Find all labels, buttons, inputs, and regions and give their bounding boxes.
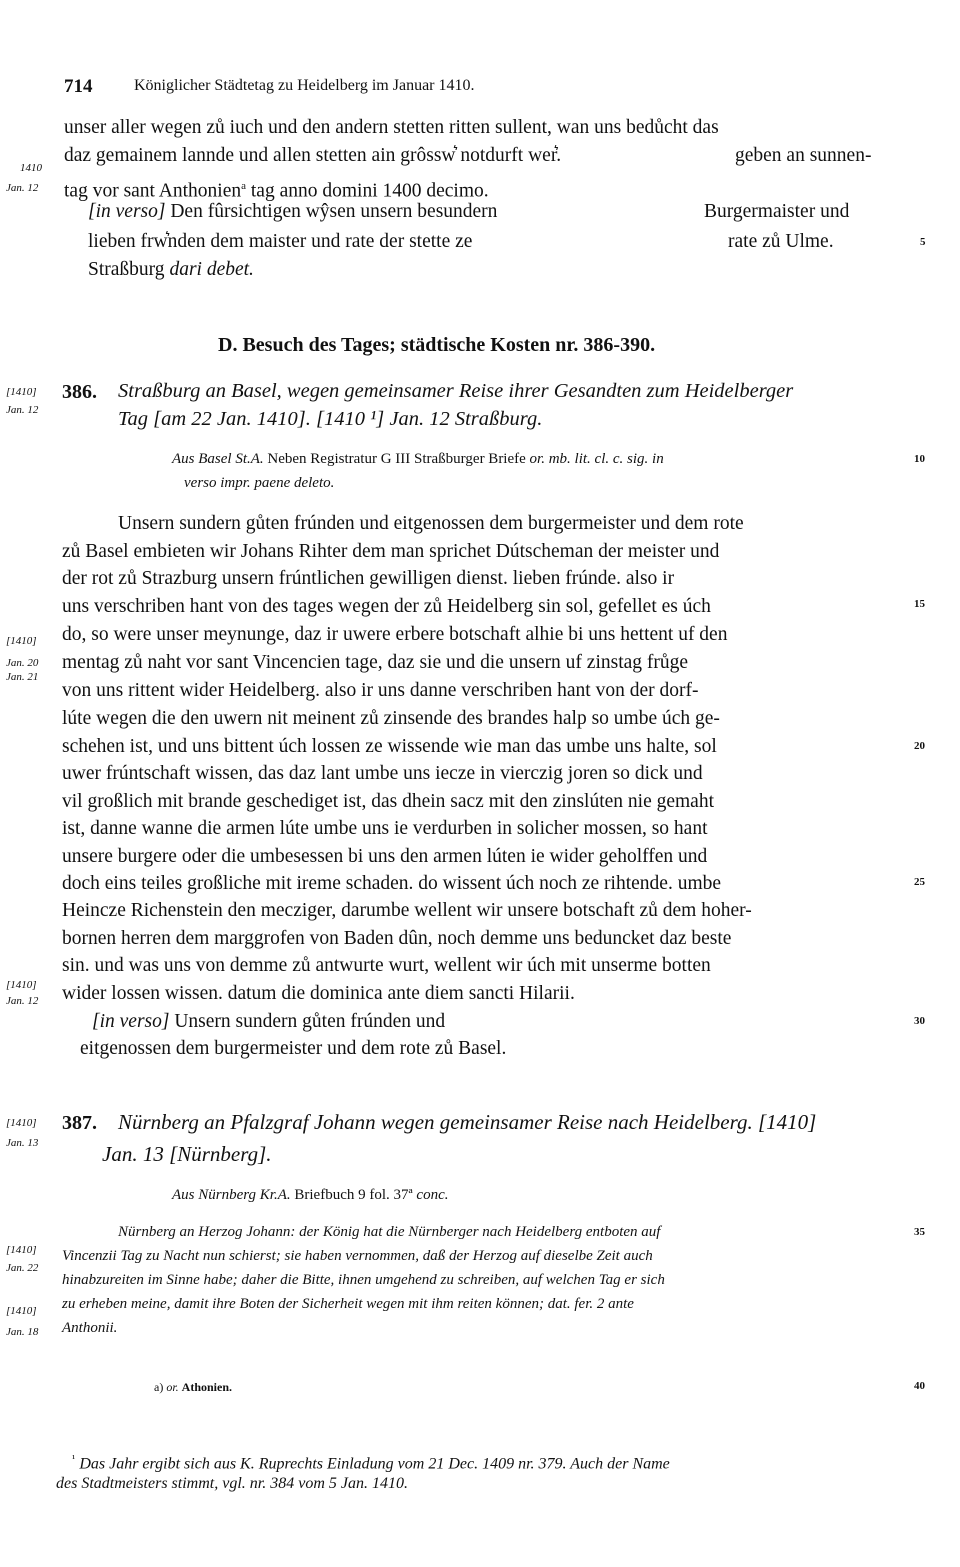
margin-b1-jan21: Jan. 21 <box>6 671 39 683</box>
prev-address-3 <box>88 258 254 282</box>
doc-387-source <box>172 1186 448 1205</box>
summary-line: Nürnberg an Herzog Johann: der König hat die Nürnberger nach Heidelberg entboten auf <box>118 1224 661 1240</box>
doc-386-verso-1 <box>92 1010 445 1034</box>
prev-line-2: daz gemainem lannde und allen stetten ain grôssw͛ notdurft wer͛. <box>64 145 562 166</box>
summary-line: Vincenzii Tag zu Nacht nun schierst; sie haben vernommen, daß der Herzog auf dieselbe Zeit auch <box>62 1248 653 1264</box>
line-number-20: 20 <box>914 740 925 752</box>
prev-dated-right: geben an sunnen- <box>735 145 872 166</box>
margin-387-year: [1410] <box>6 1117 37 1129</box>
body-line: lúte wegen die den uwern nit meinent zů zinsende des brandes halp so umbe úch ge- <box>62 708 720 729</box>
section-heading: D. Besuch des Tages; städtische Kosten nr. 386-390. <box>218 334 656 356</box>
line-number-5: 5 <box>920 236 926 248</box>
summary-line: hinabzureiten im Sinne habe; daher die Bitte, ihnen umgehend zu schreiben, auf welchen Tag er sich <box>62 1272 665 1288</box>
address-dari-debet: dari debet. <box>169 259 254 280</box>
address-city: Straßburg <box>88 259 170 280</box>
body-line: doch eins teiles großliche mit ireme schaden. do wissent úch noch ze rihtende. umbe <box>62 873 722 894</box>
doc-386-regest-2: Tag [am 22 Jan. 1410]. [1410 ¹] Jan. 12 Straßburg. <box>118 408 543 430</box>
footnote-a-text: Athonien. <box>181 1380 233 1394</box>
body-line: mentag zů naht vor sant Vincencien tage, daz sie und die unsern uf zinstag frůge <box>62 652 689 673</box>
running-title: Königlicher Städtetag zu Heidelberg im Januar 1410. <box>134 77 475 94</box>
footnote-1-line-2: des Stadtmeisters stimmt, vgl. nr. 384 vom 5 Jan. 1410. <box>56 1475 408 1492</box>
margin-year-1410: 1410 <box>20 162 42 174</box>
doc-386-source-register: Neben Registratur G III Straßburger Briefe <box>267 451 526 467</box>
line-number-25: 25 <box>914 876 925 888</box>
prev-sender-1: Burgermaister und <box>704 201 850 222</box>
body-line: unsere burgere oder die umbesessen bi uns den armen lúten ie wider geholffen und <box>62 846 708 867</box>
doc-386-source-archive: Aus Basel St.A. <box>172 451 264 467</box>
body-line: wider lossen wissen. datum die dominica ante diem sancti Hilarii. <box>62 983 575 1004</box>
line-number-30: 30 <box>914 1015 925 1027</box>
margin-b3-year: [1410] <box>6 1244 37 1256</box>
body-line: uwer frúntschaft wissen, das daz lant umbe uns iecze in vierczig joren so dick und <box>62 763 703 784</box>
margin-b4-date: Jan. 18 <box>6 1326 39 1338</box>
doc-387-source-archive: Aus Nürnberg Kr.A. <box>172 1187 291 1203</box>
summary-line: zu erheben meine, damit ihre Boten der Sicherheit wegen mit ihm reiten können; dat. fer. 2 ante <box>62 1296 634 1312</box>
body-line: ist, danne wanne die armen lúte umbe uns ie verdurben in solicher mossen, so hant <box>62 818 708 839</box>
page-number: 714 <box>64 76 93 97</box>
prev-sender-2: rate zů Ulme. <box>728 231 834 252</box>
doc-387-regest-1: Nürnberg an Pfalzgraf Johann wegen gemeinsamer Reise nach Heidelberg. [1410] <box>118 1110 817 1134</box>
margin-jan-12: Jan. 12 <box>6 182 39 194</box>
body-line: von uns rittent wider Heidelberg. also ir uns danne verschriben hant von der dorf- <box>62 680 699 701</box>
summary-line: Anthonii. <box>62 1320 118 1336</box>
body-line: do, so were unser meynunge, daz ir uwere erbere botschaft alhie bi uns hettent uf den <box>62 624 728 645</box>
body-line: Heincze Richenstein den mecziger, darumbe wellent wir unsere botschaft zů dem hoher- <box>62 900 752 921</box>
prev-line-1: unser aller wegen zů iuch und den andern stetten ritten sullent, wan uns bedůcht das <box>64 117 719 138</box>
margin-b4-year: [1410] <box>6 1305 37 1317</box>
body-line: vil großlich mit brande geschediget ist, das dhein sacz mit den zinslúten nie gemaht <box>62 791 714 812</box>
address-line-1: Den fûrsichtigen wŷsen unsern besundern <box>170 201 498 222</box>
doc-387-source-form: conc. <box>416 1187 449 1203</box>
doc-386-source-2: verso impr. paene deleto. <box>184 475 335 491</box>
footnote-a-or: or. <box>166 1380 179 1394</box>
line-number-10: 10 <box>914 453 925 465</box>
line-number-40: 40 <box>914 1380 925 1392</box>
prev-line-3-rest: tag anno domini 1400 decimo. <box>250 180 489 202</box>
in-verso-label: [in verso] <box>88 201 166 222</box>
body-line: Unsern sundern gůten frúnden und eitgenossen dem burgermeister und dem rote <box>118 513 744 534</box>
body-line: sin. und was uns von demme zů antwurte wurt, wellent wir úch mit unserme botten <box>62 955 711 976</box>
body-line: bornen herren dem marggrofen von Baden dûn, noch demme uns beduncket daz beste <box>62 928 732 949</box>
margin-b2-date: Jan. 12 <box>6 995 39 1007</box>
doc-387-regest-2: Jan. 13 [Nürnberg]. <box>102 1142 272 1166</box>
footnote-a-mark: a) <box>154 1380 164 1394</box>
margin-b1-year: [1410] <box>6 635 37 647</box>
footnote-1-text: Das Jahr ergibt sich aus K. Ruprechts Einladung vom 21 Dec. 1409 nr. 379. Auch der Name <box>79 1455 670 1473</box>
footnote-ref-a: a <box>241 180 246 192</box>
doc-386-verso-text: Unsern sundern gůten frúnden und <box>174 1011 446 1032</box>
doc-386-regest-1: Straßburg an Basel, wegen gemeinsamer Reise ihrer Gesandten zum Heidelberger <box>118 380 794 402</box>
prev-address-2: lieben frw͛nden dem maister und rate der stette ze <box>88 231 473 252</box>
margin-b1-jan20: Jan. 20 <box>6 657 39 669</box>
margin-387-date: Jan. 13 <box>6 1137 39 1149</box>
body-line: zů Basel embieten wir Johans Rihter dem man sprichet Dútscheman der meister und <box>62 541 720 562</box>
margin-386-date: Jan. 12 <box>6 404 39 416</box>
prev-line-3-text: tag vor sant Anthonien <box>64 180 242 202</box>
footnote-a <box>154 1380 232 1395</box>
body-line: schehen ist, und uns bittent úch lossen ze wissende wie man das umbe uns halte, sol <box>62 736 717 757</box>
doc-387-source-register: Briefbuch 9 fol. 37ª <box>294 1187 413 1203</box>
doc-386-source-1 <box>172 450 664 469</box>
margin-386-year: [1410] <box>6 386 37 398</box>
margin-b3-date: Jan. 22 <box>6 1262 39 1274</box>
line-number-35: 35 <box>914 1226 925 1238</box>
doc-387-number: 387. <box>62 1112 97 1134</box>
body-line: uns verschriben hant von des tages wegen der zů Heidelberg sin sol, gefellet es úch <box>62 596 711 617</box>
doc-386-verso-2: eitgenossen dem burgermeister und dem rote zů Basel. <box>80 1038 507 1059</box>
margin-b2-year: [1410] <box>6 979 37 991</box>
body-line: der rot zů Strazburg unsern frúntlichen gewilligen dienst. lieben frúnde. also ir <box>62 568 675 589</box>
doc-386-number: 386. <box>62 381 97 403</box>
doc-386-source-form: or. mb. lit. cl. c. sig. in <box>529 451 664 467</box>
prev-address-1 <box>88 200 497 224</box>
line-number-15: 15 <box>914 598 925 610</box>
footnote-1-mark: ¹ <box>72 1453 76 1465</box>
doc-386-verso-label: [in verso] <box>92 1011 170 1032</box>
